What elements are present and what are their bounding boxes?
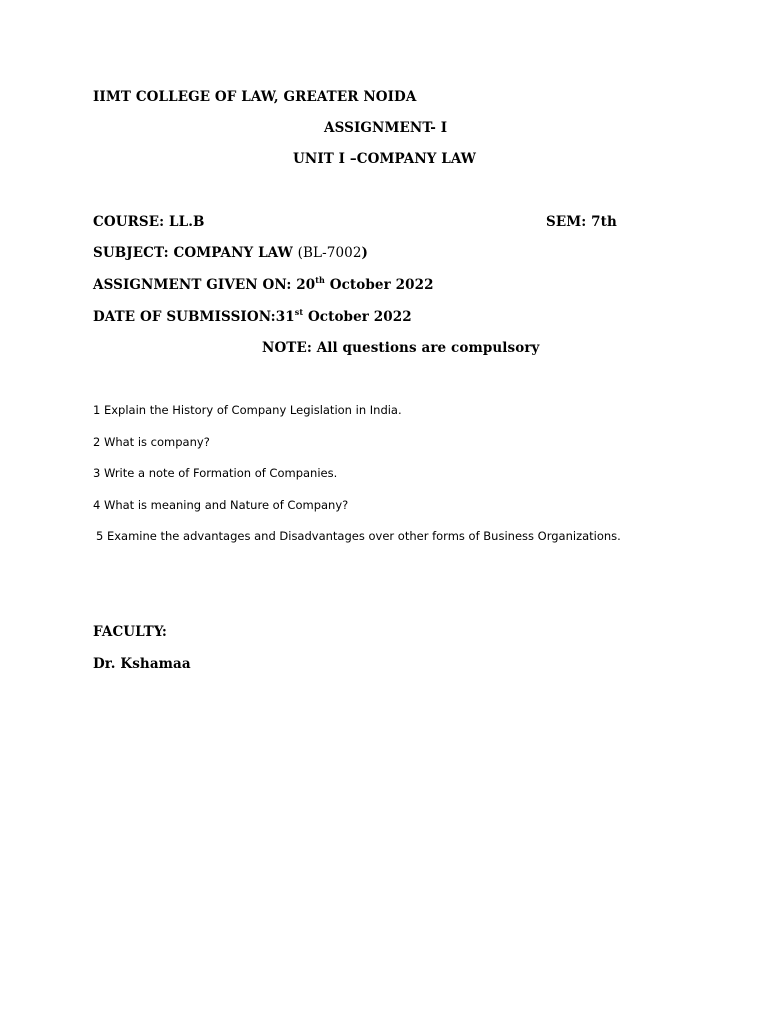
question-item: 2 What is company?: [93, 435, 210, 449]
subject-close: ): [361, 245, 369, 261]
college-name: IIMT COLLEGE OF LAW, GREATER NOIDA: [93, 89, 417, 105]
submission-superscript: st: [294, 306, 304, 317]
course-label: COURSE: LL.B: [93, 214, 205, 230]
given-suffix: October 2022: [324, 277, 434, 293]
subject-code: (BL-7002: [297, 245, 362, 261]
given-prefix: ASSIGNMENT GIVEN ON: 20: [93, 277, 316, 293]
assignment-given-line: [93, 276, 434, 294]
given-superscript: th: [315, 274, 325, 285]
faculty-name: Dr. Kshamaa: [93, 656, 191, 672]
submission-prefix: DATE OF SUBMISSION:31: [93, 309, 295, 325]
assignment-title: ASSIGNMENT- I: [324, 120, 448, 136]
semester-label: SEM: 7th: [546, 214, 617, 230]
subject-line: [93, 244, 368, 262]
unit-title: UNIT I –COMPANY LAW: [293, 151, 477, 167]
question-item: 4 What is meaning and Nature of Company?: [93, 498, 349, 512]
question-item: 5 Examine the advantages and Disadvantages over other forms of Business Organizations.: [96, 529, 621, 543]
note-text: NOTE: All questions are compulsory: [262, 340, 540, 356]
subject-label: SUBJECT: COMPANY LAW: [93, 245, 298, 261]
question-item: 3 Write a note of Formation of Companies.: [93, 466, 338, 480]
submission-suffix: October 2022: [303, 309, 412, 325]
submission-date-line: [93, 308, 412, 326]
question-item: 1 Explain the History of Company Legislation in India.: [93, 403, 402, 417]
faculty-label: FACULTY:: [93, 624, 167, 640]
